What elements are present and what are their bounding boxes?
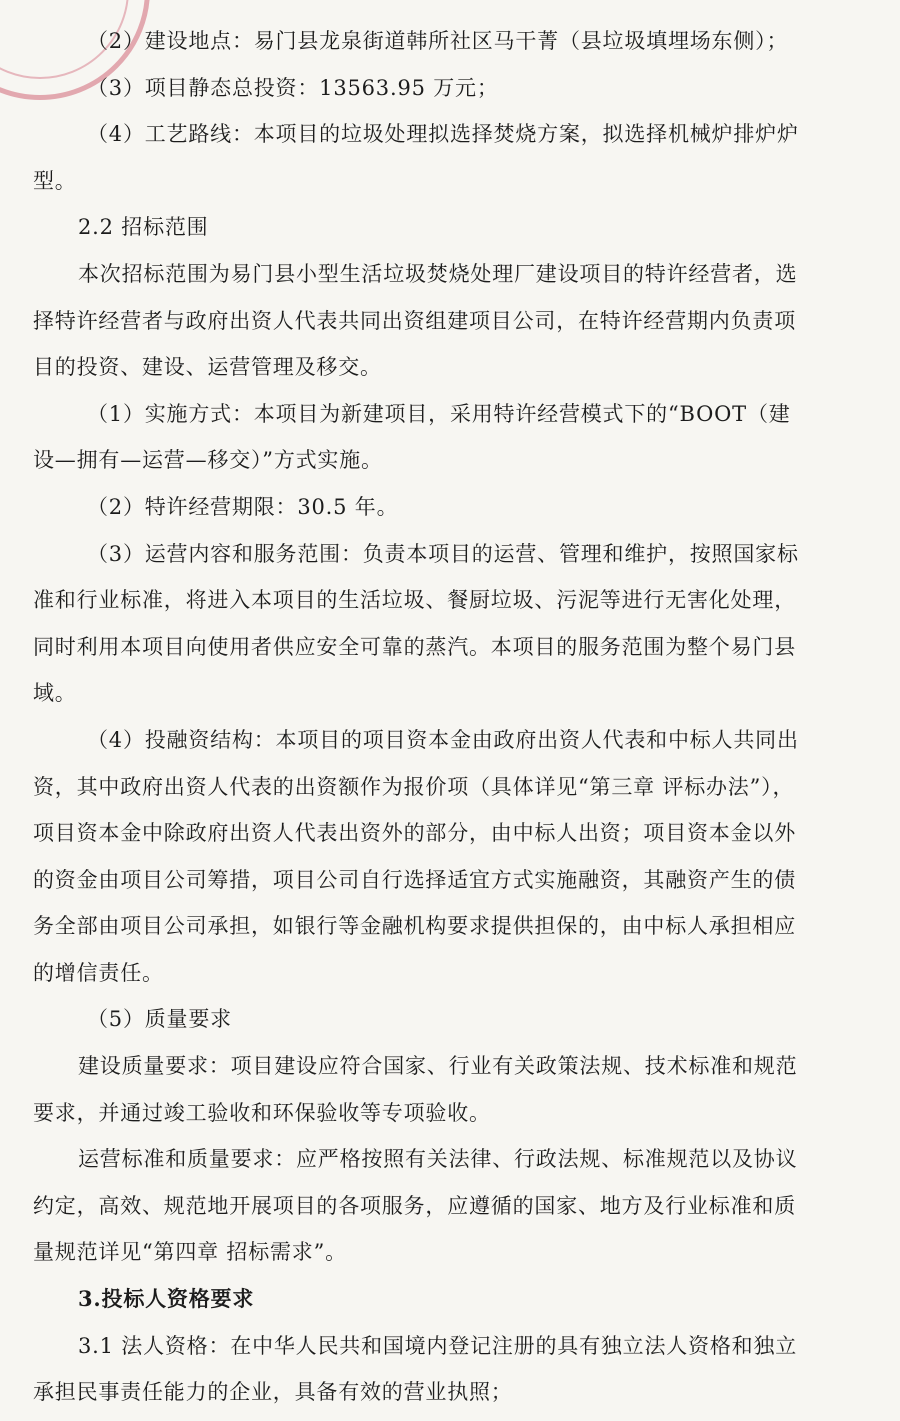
line-financing-5: 务全部由项目公司承担，如银行等金融机构要求提供担保的，由中标人承担相应	[33, 914, 796, 939]
line-financing-3: 项目资本金中除政府出资人代表出资外的部分，由中标人出资；项目资本金以外	[33, 821, 796, 846]
line-scope-2: 择特许经营者与政府出资人代表共同出资组建项目公司，在特许经营期内负责项	[33, 308, 796, 333]
line-operation-quality-2: 约定，高效、规范地开展项目的各项服务，应遵循的国家、地方及行业标准和质	[33, 1193, 796, 1218]
line-financing-6: 的增信责任。	[33, 960, 164, 985]
line-process-route: （4）工艺路线：本项目的垃圾处理拟选择焚烧方案，拟选择机械炉排炉炉	[87, 122, 799, 147]
section-heading-3: 3.投标人资格要求	[78, 1286, 255, 1312]
line-financing-2: 资，其中政府出资人代表的出资额作为报价项（具体详见“第三章 评标办法”），	[33, 774, 795, 799]
section-heading-2-2: 2.2 招标范围	[78, 215, 209, 240]
line-concession-period: （2）特许经营期限：30.5 年。	[87, 494, 399, 519]
line-operation-scope-4: 域。	[33, 681, 77, 706]
line-operation-quality-3: 量规范详见“第四章 招标需求”。	[33, 1240, 347, 1265]
line-implementation: （1）实施方式：本项目为新建项目，采用特许经营模式下的“BOOT（建	[87, 401, 791, 426]
line-operation-scope-1: （3）运营内容和服务范围：负责本项目的运营、管理和维护，按照国家标	[87, 541, 799, 566]
line-construction-quality-1: 建设质量要求：项目建设应符合国家、行业有关政策法规、技术标准和规范	[78, 1054, 798, 1079]
line-investment: （3）项目静态总投资：13563.95 万元；	[87, 75, 499, 100]
line-legal-entity-2: 承担民事责任能力的企业，具备有效的营业执照；	[33, 1380, 513, 1405]
line-financing-4: 的资金由项目公司筹措，项目公司自行选择适宜方式实施融资，其融资产生的债	[33, 867, 796, 892]
line-operation-scope-3: 同时利用本项目向使用者供应安全可靠的蒸汽。本项目的服务范围为整个易门县	[33, 634, 796, 659]
line-scope-1: 本次招标范围为易门县小型生活垃圾焚烧处理厂建设项目的特许经营者，选	[78, 261, 798, 286]
line-operation-quality-1: 运营标准和质量要求：应严格按照有关法律、行政法规、标准规范以及协议	[78, 1147, 798, 1172]
line-process-route-cont: 型。	[33, 168, 77, 193]
line-legal-entity-1: 3.1 法人资格：在中华人民共和国境内登记注册的具有独立法人资格和独立	[78, 1333, 798, 1358]
line-location: （2）建设地点：易门县龙泉街道韩所社区马干菁（县垃圾填埋场东侧）；	[87, 29, 789, 53]
line-scope-3: 目的投资、建设、运营管理及移交。	[33, 355, 382, 380]
line-construction-quality-2: 要求，并通过竣工验收和环保验收等专项验收。	[33, 1100, 491, 1125]
line-financing-1: （4）投融资结构：本项目的项目资本金由政府出资人代表和中标人共同出	[87, 727, 799, 752]
line-quality-heading: （5）质量要求	[87, 1007, 232, 1032]
line-operation-scope-2: 准和行业标准，将进入本项目的生活垃圾、餐厨垃圾、污泥等进行无害化处理，	[33, 588, 796, 613]
line-implementation-cont: 设—拥有—运营—移交）”方式实施。	[33, 448, 383, 473]
document-page	[33, 18, 873, 1416]
